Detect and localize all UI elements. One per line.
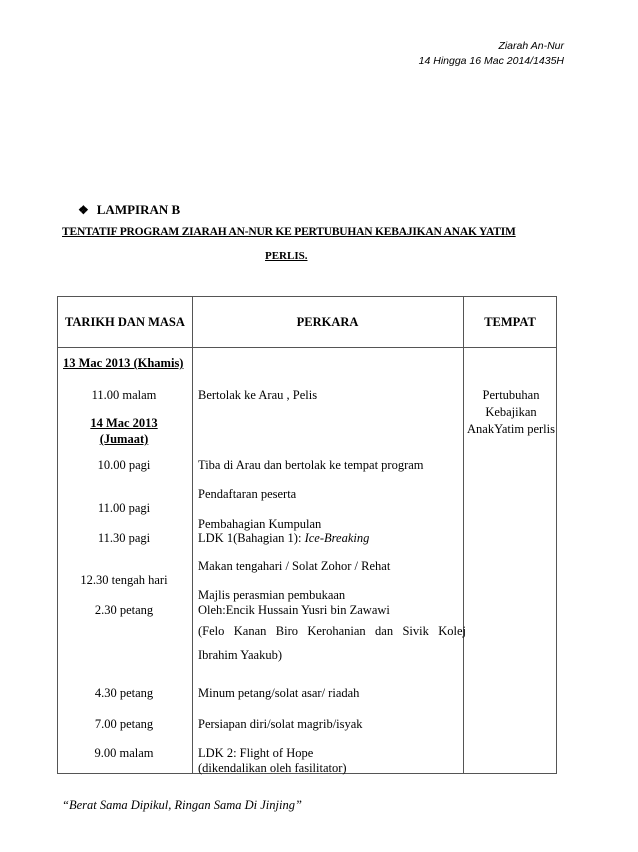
activity-item: Ibrahim Yaakub) bbox=[198, 648, 283, 662]
schedule-time: 9.00 malam bbox=[94, 746, 154, 760]
activity-item: Majlis perasmian pembukaan bbox=[198, 588, 346, 602]
schedule-time: 4.30 petang bbox=[94, 686, 154, 700]
document-title: TENTATIF PROGRAM ZIARAH AN-NUR KE PERTUBUHAN KEBAJIKAN ANAK YATIM bbox=[62, 226, 516, 238]
activity-item: Persiapan diri/solat magrib/isyak bbox=[198, 717, 363, 731]
column-header-date-time: TARIKH DAN MASA bbox=[65, 315, 185, 329]
activity-item: LDK 2: Flight of Hope bbox=[198, 746, 314, 760]
activity-item-italic: Ice-Breaking bbox=[304, 531, 370, 545]
schedule-time: 12.30 tengah hari bbox=[80, 573, 168, 587]
venue-text: Pertubuhan Kebajikan AnakYatim perlis bbox=[467, 388, 555, 436]
activity-item: Tiba di Arau dan bertolak ke tempat program bbox=[198, 458, 424, 472]
schedule-table bbox=[57, 296, 557, 774]
activity-item-prefix: LDK 1(Bahagian 1): bbox=[198, 531, 305, 545]
activity-item: Pembahagian Kumpulan bbox=[198, 517, 322, 531]
footer-quote: “Berat Sama Dipikul, Ringan Sama Di Jinjing” bbox=[62, 798, 302, 812]
activity-item: (dikendalikan oleh fasilitator) bbox=[198, 761, 347, 775]
column-divider bbox=[192, 297, 193, 773]
activity-item: Bertolak ke Arau , Pelis bbox=[198, 388, 318, 402]
section-label-text: LAMPIRAN B bbox=[96, 202, 181, 217]
schedule-time: 11.30 pagi bbox=[97, 531, 151, 545]
column-header-activity: PERKARA bbox=[296, 315, 359, 329]
schedule-time: 2.30 petang bbox=[94, 603, 154, 617]
schedule-day: (Jumaat) bbox=[99, 432, 149, 446]
header-event-date: 14 Hingga 16 Mac 2014/1435H bbox=[418, 55, 564, 67]
schedule-date: 14 Mac 2013 bbox=[90, 416, 158, 430]
activity-item: Makan tengahari / Solat Zohor / Rehat bbox=[198, 559, 391, 573]
document-title-continued: PERLIS. bbox=[265, 250, 308, 262]
activity-item bbox=[198, 530, 369, 547]
schedule-time: 10.00 pagi bbox=[97, 458, 151, 472]
activity-item: (Felo Kanan Biro Kerohanian dan Sivik Kolej bbox=[198, 624, 466, 638]
activity-item: Pendaftaran peserta bbox=[198, 487, 297, 501]
schedule-time: 11.00 malam bbox=[91, 388, 157, 402]
header-event-name: Ziarah An-Nur bbox=[498, 40, 564, 52]
column-divider bbox=[463, 297, 464, 773]
section-label bbox=[78, 202, 180, 218]
activity-item: Oleh:Encik Hussain Yusri bin Zawawi bbox=[198, 603, 390, 617]
header-divider bbox=[58, 347, 556, 348]
schedule-date: 13 Mac 2013 (Khamis) bbox=[63, 356, 184, 370]
column-header-venue: TEMPAT bbox=[484, 315, 536, 329]
diamond-bullet-icon: ❖ bbox=[78, 202, 89, 217]
schedule-time: 11.00 pagi bbox=[97, 501, 151, 515]
activity-item: Minum petang/solat asar/ riadah bbox=[198, 686, 360, 700]
schedule-time: 7.00 petang bbox=[94, 717, 154, 731]
